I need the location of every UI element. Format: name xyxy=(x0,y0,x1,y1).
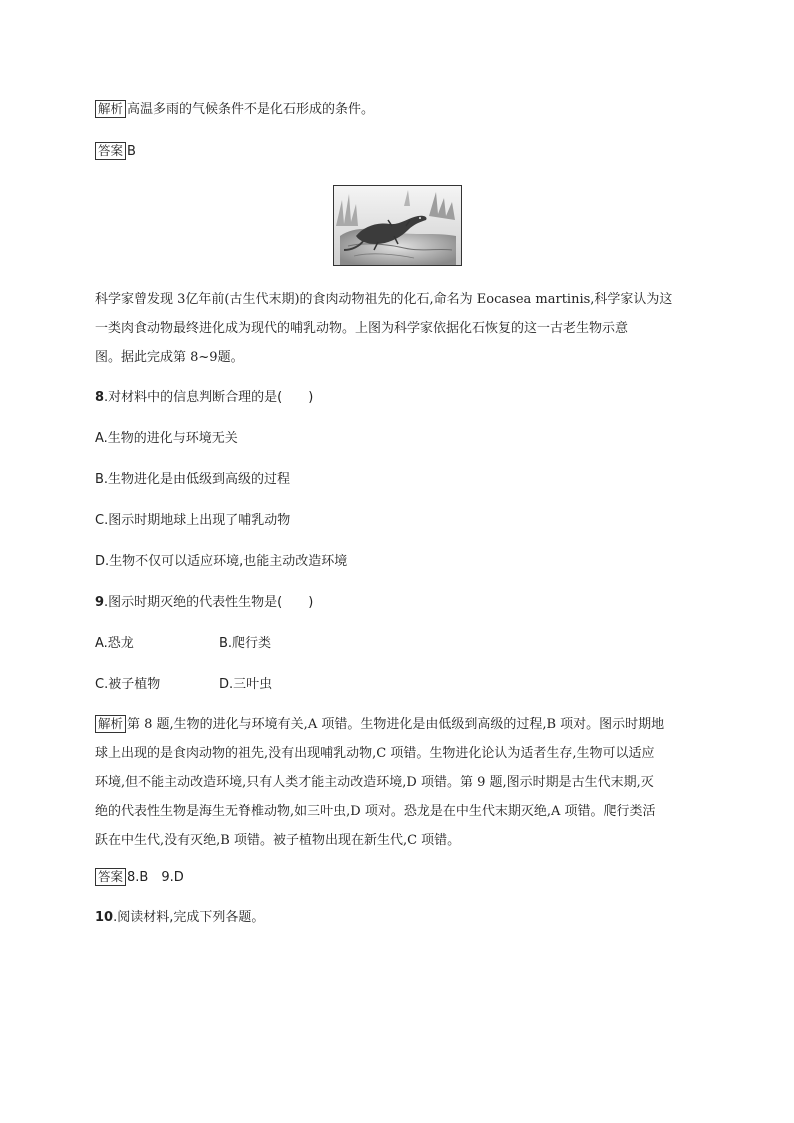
material-line-1: 科学家曾发现 3亿年前(古生代末期)的食肉动物祖先的化石,命名为 Eocasea martinis,科学家认为这 xyxy=(95,292,673,307)
lizard-fossil-figure xyxy=(333,185,462,266)
analysis-prev-text: 高温多雨的气候条件不是化石形成的条件。 xyxy=(127,102,375,117)
question-10-text: .阅读材料,完成下列各题。 xyxy=(113,910,265,925)
question-9-option-b: B.爬行类 xyxy=(219,636,272,651)
question-9-text: .图示时期灭绝的代表性生物是( ) xyxy=(104,595,314,610)
analysis-tag: 解析 xyxy=(95,715,126,733)
question-8-option-c: C.图示时期地球上出现了哺乳动物 xyxy=(95,513,291,528)
lizard-fossil-illustration-icon xyxy=(334,186,461,265)
question-8-number: 8 xyxy=(95,390,105,405)
answer-tag: 答案 xyxy=(95,868,126,886)
analysis-text-1: 第 8 题,生物的进化与环境有关,A 项错。生物进化是由低级到高级的过程,B 项对。图示时期地 xyxy=(127,717,665,732)
answer-text: 8.B 9.D xyxy=(127,870,184,885)
analysis-prev-line xyxy=(95,100,705,120)
answer-prev-text: B xyxy=(127,144,136,159)
question-10-number: 10 xyxy=(95,910,114,925)
question-10-stem xyxy=(95,908,705,928)
analysis-line-2: 球上出现的是食肉动物的祖先,没有出现哺乳动物,C 项错。生物进化论认为适者生存,生物可以适应 xyxy=(95,746,655,761)
analysis-line-3: 环境,但不能主动改造环境,只有人类才能主动改造环境,D 项错。第 9 题,图示时期是古生代末期,灭 xyxy=(95,775,654,790)
question-9-stem xyxy=(95,593,705,613)
question-9-option-c: C.被子植物 xyxy=(95,677,161,692)
question-9-number: 9 xyxy=(95,595,105,610)
question-8-option-a: A.生物的进化与环境无关 xyxy=(95,431,238,446)
question-9-options-row-1 xyxy=(95,634,705,654)
material-line-3: 图。据此完成第 8~9题。 xyxy=(95,350,244,365)
question-9-option-d: D.三叶虫 xyxy=(219,677,273,692)
question-8-stem xyxy=(95,388,705,408)
answer-prev-line xyxy=(95,142,705,162)
question-8-option-d: D.生物不仅可以适应环境,也能主动改造环境 xyxy=(95,554,348,569)
analysis-line-1 xyxy=(95,715,705,735)
question-8-option-b: B.生物进化是由低级到高级的过程 xyxy=(95,472,291,487)
answer-tag: 答案 xyxy=(95,142,126,160)
answer-line xyxy=(95,868,705,888)
question-9-options-row-2 xyxy=(95,675,705,695)
analysis-line-5: 跃在中生代,没有灭绝,B 项错。被子植物出现在新生代,C 项错。 xyxy=(95,833,461,848)
question-9-option-a: A.恐龙 xyxy=(95,636,134,651)
analysis-line-4: 绝的代表性生物是海生无脊椎动物,如三叶虫,D 项对。恐龙是在中生代末期灭绝,A 项错。爬行类活 xyxy=(95,804,656,819)
question-8-text: .对材料中的信息判断合理的是( ) xyxy=(104,390,314,405)
analysis-tag: 解析 xyxy=(95,100,126,118)
material-line-2: 一类肉食动物最终进化成为现代的哺乳动物。上图为科学家依据化石恢复的这一古老生物示意 xyxy=(95,321,629,336)
